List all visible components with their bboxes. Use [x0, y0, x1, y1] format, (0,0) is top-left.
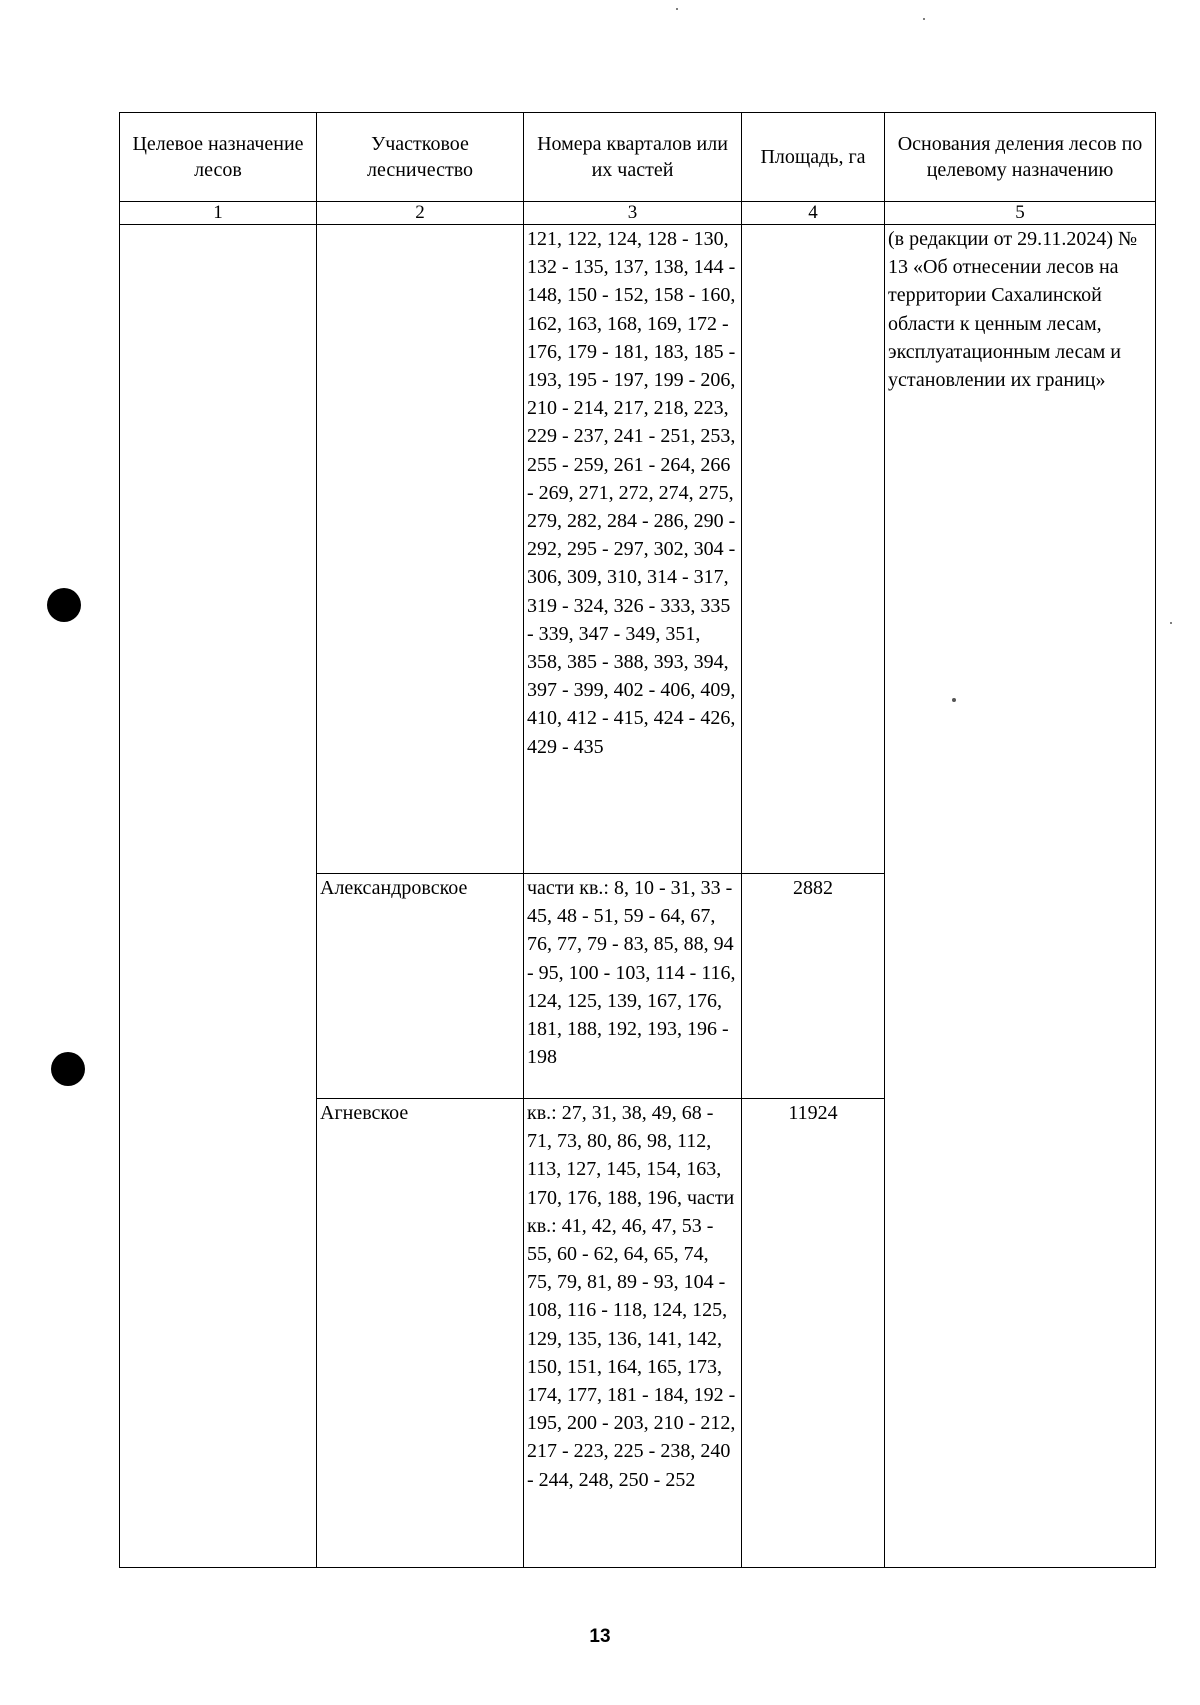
area-cell: 2882	[742, 874, 885, 1099]
column-number: 2	[317, 202, 524, 225]
column-number: 4	[742, 202, 885, 225]
column-number: 5	[885, 202, 1156, 225]
quarters-cell: части кв.: 8, 10 - 31, 33 - 45, 48 - 51, 59 - 64, 67, 76, 77, 79 - 83, 85, 88, 94 - 95, 100 - 103, 114 - 116, 124, 125, 139, 167, 176, 181, 188, 192, 193, 196 - 198	[524, 874, 742, 1099]
column-number-row	[120, 202, 1156, 225]
forest-purpose-table	[119, 112, 1156, 1568]
scan-speck	[676, 8, 678, 10]
basis-cell: (в редакции от 29.11.2024) № 13 «Об отнесении лесов на территории Сахалинской области к ценным лесам, эксплуатационным лесам и установлении их границ»	[885, 225, 1156, 1568]
forestry-cell: Александровское	[317, 874, 524, 1099]
scan-speck	[923, 18, 925, 20]
punch-hole-mark	[51, 1052, 85, 1086]
column-number: 3	[524, 202, 742, 225]
header-forest-purpose: Целевое назначение лесов	[120, 113, 317, 202]
forest-purpose-cell	[120, 225, 317, 1568]
header-quarters: Номера кварталов или их частей	[524, 113, 742, 202]
header-area: Площадь, га	[742, 113, 885, 202]
forestry-cell	[317, 225, 524, 874]
table-header-row	[120, 113, 1156, 202]
area-cell	[742, 225, 885, 874]
header-forestry: Участковое лесничество	[317, 113, 524, 202]
header-basis: Основания деления лесов по целевому назначению	[885, 113, 1156, 202]
quarters-cell: 121, 122, 124, 128 - 130, 132 - 135, 137, 138, 144 - 148, 150 - 152, 158 - 160, 162, 163, 168, 169, 172 - 176, 179 - 181, 183, 185 - 193, 195 - 197, 199 - 206, 210 - 214, 217, 218, 223, 229 - 237, 241 - 251, 253, 255 - 259, 261 - 264, 266 - 269, 271, 272, 274, 275, 279, 282, 284 - 286, 290 - 292, 295 - 297, 302, 304 - 306, 309, 310, 314 - 317, 319 - 324, 326 - 333, 335 - 339, 347 - 349, 351, 358, 385 - 388, 393, 394, 397 - 399, 402 - 406, 409, 410, 412 - 415, 424 - 426, 429 - 435	[524, 225, 742, 874]
area-cell: 11924	[742, 1099, 885, 1568]
forestry-cell: Агневское	[317, 1099, 524, 1568]
punch-hole-mark	[47, 588, 81, 622]
page-number: 13	[589, 1626, 611, 1647]
quarters-cell: кв.: 27, 31, 38, 49, 68 - 71, 73, 80, 86, 98, 112, 113, 127, 145, 154, 163, 170, 176, 188, 196, части кв.: 41, 42, 46, 47, 53 - 55, 60 - 62, 64, 65, 74, 75, 79, 81, 89 - 93, 104 - 108, 116 - 118, 124, 125, 129, 135, 136, 141, 142, 150, 151, 164, 165, 173, 174, 177, 181 - 184, 192 - 195, 200 - 203, 210 - 212, 217 - 223, 225 - 238, 240 - 244, 248, 250 - 252	[524, 1099, 742, 1568]
table-row	[120, 225, 1156, 874]
column-number: 1	[120, 202, 317, 225]
scan-speck	[1170, 622, 1172, 624]
